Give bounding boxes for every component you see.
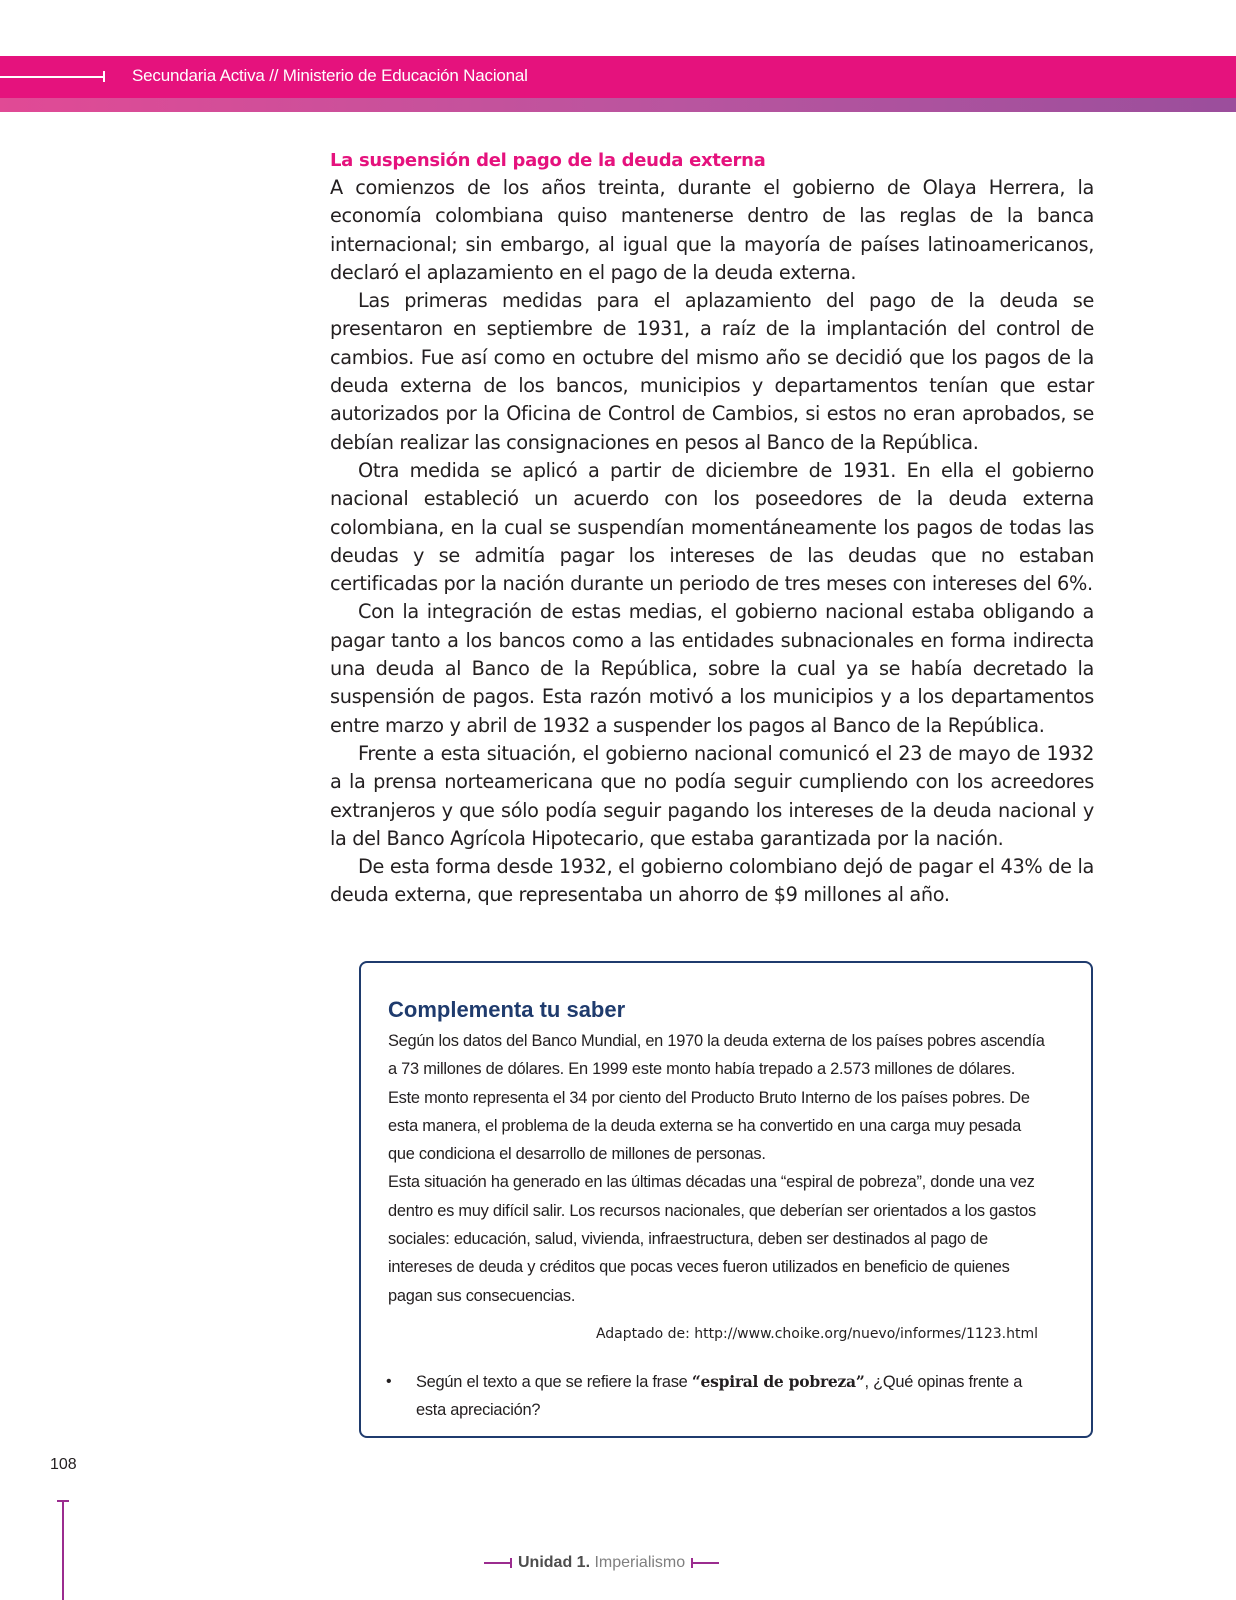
- paragraph-4: Con la integración de estas medias, el gobierno nacional estaba obligando a pagar tanto a los bancos como a las entidades subnacionales en forma indirecta una deuda al Banco de la República, sobre la cual ya se había decretado la suspensión de pagos. Esta razón motivó a los municipios y a los departamentos entre marzo y abril de 1932 a suspender los pagos al Banco de la República.: [330, 600, 1094, 737]
- paragraph-3: Otra medida se aplicó a partir de diciembre de 1931. En ella el gobierno nacional estableció un acuerdo con los poseedores de la deuda externa colombiana, en la cual se suspendían momentáneamente los pagos de todas las deudas y se admitía pagar los intereses de las deudas que no estaban certificadas por la nación durante un periodo de tres meses con intereses del 6%.: [330, 458, 1094, 596]
- margin-decor-tick: [57, 1500, 69, 1502]
- box-paragraph-2: Esta situación ha generado en las últimas décadas una “espiral de pobreza”, donde una vez dentro es muy difícil salir. Los recursos nacionales, que deberían ser orientados a los gastos sociales: educación, salud, vivienda, infraestructura, deben ser destinados al pago de intereses de deuda y créditos que pocas veces fueron utilizados en beneficio de quienes pagan sus consecuencias.: [388, 1173, 1036, 1305]
- header-decor-tick: [103, 71, 105, 82]
- footer-line-right: [691, 1562, 719, 1564]
- footer-topic: Imperialismo: [594, 1554, 686, 1571]
- paragraph-2: Las primeras medidas para el aplazamiento del pago de la deuda se presentaron en septiembre de 1931, a raíz de la implantación del control de cambios. Fue así como en octubre del mismo año se decidió que los pagos de la deuda externa de los bancos, municipios y departamentos tenían que estar autorizados por la Oficina de Control de Cambios, si estos no eran aprobados, se debían realizar las consignaciones en pesos al Banco de la República.: [330, 289, 1094, 454]
- page-number: 108: [50, 1456, 77, 1473]
- section-title: La suspensión del pago de la deuda externa: [330, 150, 766, 171]
- question-emphasis: “espiral de pobreza”: [691, 1372, 865, 1391]
- complementa-box: [359, 961, 1093, 1438]
- main-section: [330, 148, 1094, 910]
- footer: [484, 1554, 719, 1572]
- box-paragraph-1: Según los datos del Banco Mundial, en 1970 la deuda externa de los países pobres ascendía a 73 millones de dólares. En 1999 este monto había trepado a 2.573 millones de dólares. Este monto representa el 34 por ciento del Producto Bruto Interno de los países pobres. De esta manera, el problema de la deuda externa se ha convertido en una carga muy pesada que condiciona el desarrollo de millones de personas.: [388, 1032, 1045, 1164]
- header-decor-line: [0, 76, 104, 78]
- question-post: , ¿Qué opinas frente a esta apreciación?: [416, 1373, 1023, 1419]
- margin-decor-line: [62, 1500, 64, 1600]
- footer-unit: Unidad 1.: [518, 1554, 591, 1571]
- header-title: Secundaria Activa // Ministerio de Educación Nacional: [132, 66, 528, 85]
- header-stripe: [0, 98, 1236, 112]
- question-pre: Según el texto a que se refiere la frase: [416, 1373, 692, 1391]
- paragraph-6: De esta forma desde 1932, el gobierno colombiano dejó de pagar el 43% de la deuda externa, que representaba un ahorro de $9 millones al año.: [330, 855, 1094, 907]
- footer-line-left: [484, 1562, 512, 1564]
- box-title: Complementa tu saber: [388, 997, 626, 1022]
- paragraph-1: A comienzos de los años treinta, durante el gobierno de Olaya Herrera, la economía colombiana quiso mantenerse dentro de las reglas de la banca internacional; sin embargo, al igual que la mayoría de países latinoamericanos, declaró el aplazamiento en el pago de la deuda externa.: [330, 176, 1094, 284]
- paragraph-5: Frente a esta situación, el gobierno nacional comunicó el 23 de mayo de 1932 a la prensa norteamericana que no podía seguir cumpliendo con los acreedores extranjeros y que sólo podía seguir pagando los intereses de la deuda nacional y la del Banco Agrícola Hipotecario, que estaba garantizada por la nación.: [330, 741, 1094, 850]
- source-citation: Adaptado de: http://www.choike.org/nuevo/informes/1123.html: [595, 1326, 1038, 1342]
- question-text: [416, 1368, 1036, 1424]
- bullet-icon: •: [386, 1373, 392, 1390]
- box-text: [388, 1027, 1050, 1310]
